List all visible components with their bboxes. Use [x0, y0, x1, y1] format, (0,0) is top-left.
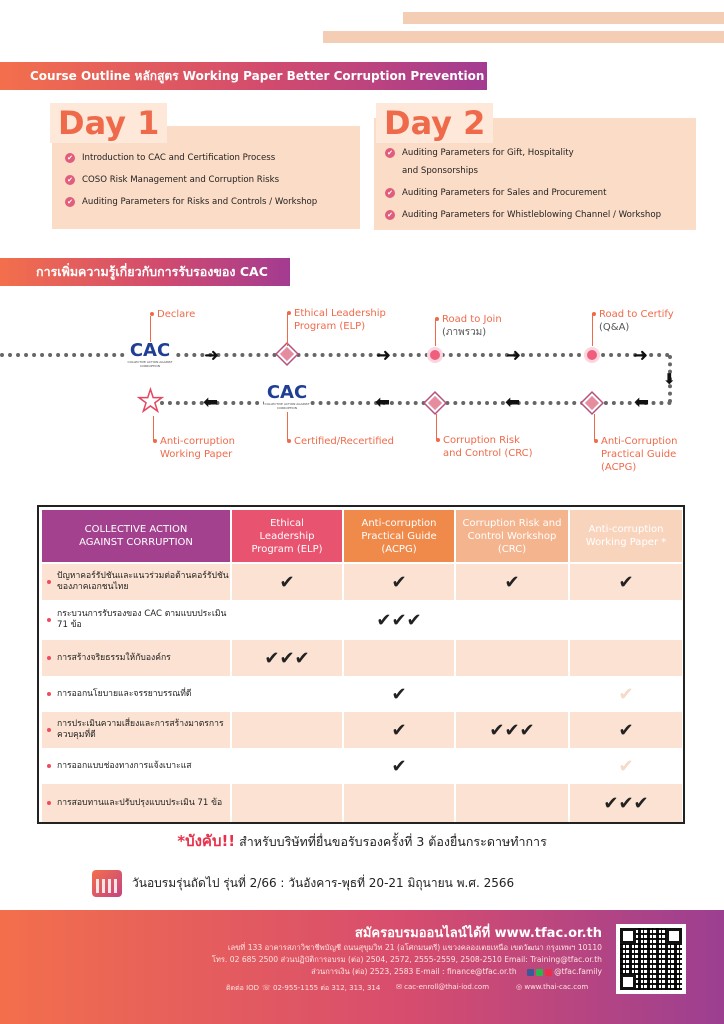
check-circle-icon: ✔: [65, 197, 75, 207]
cac-logo-bottom: CAC COLLECTIVE ACTION AGAINST CORRUPTION: [264, 382, 310, 410]
table-cell: [344, 750, 454, 782]
list-item: ✔ Auditing Parameters for Whistleblowing Channel / Workshop: [385, 209, 690, 221]
day2-title: Day 2: [376, 103, 493, 143]
table-header-main: COLLECTIVE ACTION AGAINST CORRUPTION: [42, 510, 230, 562]
arrow-right-icon: ➜: [204, 345, 220, 366]
road-to-certify-node-icon: [584, 347, 600, 363]
crc-diamond-icon: [425, 393, 445, 413]
table-cell: [456, 640, 568, 676]
footer-finance: ส่วนการเงิน (ต่อ) 2523, 2583 E-mail : finance@tfac.or.th @tfac.family: [311, 967, 602, 976]
acpg-label: Anti-Corruption Practical Guide (ACPG): [594, 435, 677, 474]
table-cell: [456, 750, 568, 782]
table-cell: [456, 784, 568, 822]
top-decor-bar-2: [323, 31, 724, 43]
checkmark-icon: ✔✔✔: [264, 647, 310, 669]
arrow-right-icon: ➜: [376, 345, 392, 366]
course-outline-banner: Course Outline หลักสูตร Working Paper Better Corruption Prevention: [0, 62, 487, 90]
crc-label: Corruption Risk and Control (CRC): [436, 434, 533, 460]
bullet-icon: [47, 764, 51, 768]
bullet-icon: [47, 728, 51, 732]
arrow-left-icon: ⬅: [375, 392, 391, 413]
table-cell: [456, 602, 568, 638]
table-cell: [570, 784, 682, 822]
check-circle-icon: ✔: [65, 175, 75, 185]
iod-phone: ☏ 02-955-1155 ต่อ 312, 313, 314: [262, 984, 381, 992]
list-item: ✔ COSO Risk Management and Corruption Risks: [65, 174, 355, 186]
checkmark-icon: ✔: [391, 683, 407, 705]
iod-web[interactable]: ◎ www.thai-cac.com: [516, 983, 589, 991]
check-circle-icon: ✔: [65, 153, 75, 163]
calendar-icon: [92, 870, 122, 897]
checkmark-icon: ✔: [391, 719, 407, 741]
next-class-info: [92, 870, 514, 897]
table-cell: [344, 602, 454, 638]
day1-title: Day 1: [50, 103, 167, 143]
certify-label: Road to Certify (Q&A): [592, 308, 674, 334]
iod-email[interactable]: ✉ cac-enroll@thai-iod.com: [396, 983, 490, 991]
mandatory-note: [0, 829, 724, 853]
table-header-crc: Corruption Risk and Control Workshop (CRC): [456, 510, 568, 562]
table-cell: [570, 640, 682, 676]
table-cell: [344, 564, 454, 600]
checkmark-icon: ✔: [618, 719, 634, 741]
table-row-label: กระบวนการรับรองของ CAC ตามแบบประเมิน 71 ข้อ: [43, 602, 229, 638]
table-cell: [232, 678, 342, 710]
table-header-elp: Ethical Leadership Program (ELP): [232, 510, 342, 562]
table-cell: [456, 712, 568, 748]
table-cell: [344, 712, 454, 748]
footer: [0, 910, 724, 1024]
bullet-icon: [47, 692, 51, 696]
table-row-label: ปัญหาคอร์รัปชันและแนวร่วมต่อต้านคอร์รัปชันของภาคเอกชนไทย: [43, 564, 229, 600]
checkmark-icon: ✔✔✔: [489, 719, 535, 741]
checkmark-icon: ✔: [618, 683, 634, 705]
footer-address: เลขที่ 133 อาคารสภาวิชาชีพบัญชี ถนนสุขุมวิท 21 (อโศกมนตรี) แขวงคลองเตยเหนือ เขตวัฒนา กรุงเทพฯ 10110: [227, 943, 602, 952]
checkmark-icon: ✔: [391, 755, 407, 777]
cac-logo-top: CAC COLLECTIVE ACTION AGAINST CORRUPTION: [127, 340, 173, 368]
table-row-label: การสร้างจริยธรรมให้กับองค์กร: [43, 640, 229, 676]
arrow-right-icon: ➜: [506, 345, 522, 366]
mandatory-text: สำหรับบริษัทที่ยื่นขอรับรองครั้งที่ 3 ต้องยื่นกระดาษทำการ: [235, 834, 547, 849]
table-body: [39, 507, 683, 822]
qr-code: [616, 924, 686, 994]
table-header-acpg: Anti-corruption Practical Guide (ACPG): [344, 510, 454, 562]
list-item: ✔ Auditing Parameters for Risks and Controls / Workshop: [65, 196, 355, 208]
checkmark-icon: ✔✔✔: [603, 792, 649, 814]
table-cell: [232, 750, 342, 782]
check-circle-icon: ✔: [385, 210, 395, 220]
check-circle-icon: ✔: [385, 188, 395, 198]
road-to-join-node-icon: [427, 347, 443, 363]
footer-register-link[interactable]: สมัครอบรมออนไลน์ได้ที่ www.tfac.or.th: [354, 926, 602, 941]
arrow-down-icon: ⬇: [663, 370, 676, 388]
footer-phone: โทร. 02 685 2500 ส่วนปฏิบัติการอบรม (ต่อ) 2504, 2572, 2555-2559, 2508-2510 Email: Training@tfac.or.th: [211, 955, 602, 964]
table-row-label: การประเมินความเสี่ยงและการสร้างมาตรการควบคุมที่ดี: [43, 712, 229, 748]
table-row-label: การออกแบบช่องทางการแจ้งเบาะแส: [43, 750, 229, 782]
acpg-diamond-icon: [582, 393, 602, 413]
day1-list: [65, 152, 355, 218]
top-decor-bar-1: [403, 12, 724, 24]
arrow-left-icon: ⬅: [203, 392, 219, 413]
table-cell: [232, 602, 342, 638]
checkmark-icon: ✔: [618, 755, 634, 777]
table-row-label: การออกนโยบายและจรรยาบรรณที่ดี: [43, 678, 229, 710]
table-cell: [570, 678, 682, 710]
checkmark-icon: ✔: [618, 571, 634, 593]
checkmark-icon: ✔: [504, 571, 520, 593]
checkmark-icon: ✔: [391, 571, 407, 593]
cac-knowledge-banner: การเพิ่มความรู้เกี่ยวกับการรับรองของ CAC: [0, 258, 290, 286]
table-cell: [570, 712, 682, 748]
list-item: and Sponsorships: [402, 166, 479, 176]
bullet-icon: [47, 580, 51, 584]
table-cell: [570, 750, 682, 782]
bullet-icon: [47, 618, 51, 622]
table-cell: [570, 602, 682, 638]
acwp-label: Anti-corruption Working Paper: [153, 435, 235, 461]
arrow-right-icon: ➜: [633, 345, 649, 366]
roadmap-line-top: [0, 353, 670, 357]
table-cell: [570, 564, 682, 600]
checkmark-icon: ✔✔✔: [376, 609, 422, 631]
arrow-left-icon: ⬅: [505, 392, 521, 413]
checkmark-icon: ✔: [279, 571, 295, 593]
comparison-table: [37, 505, 685, 824]
star-icon: ★: [137, 384, 164, 419]
mandatory-highlight: *บังคับ!!: [177, 832, 236, 850]
table-cell: [232, 640, 342, 676]
list-item: ✔ Introduction to CAC and Certification Process: [65, 152, 355, 164]
day2-list: [385, 147, 690, 231]
arrow-left-icon: ⬅: [634, 392, 650, 413]
iod-label: ติดต่อ IOD: [226, 984, 260, 992]
social-icons: [527, 967, 554, 976]
table-cell: [344, 678, 454, 710]
elp-label: Ethical Leadership Program (ELP): [287, 307, 386, 333]
table-cell: [344, 640, 454, 676]
table-cell: [232, 564, 342, 600]
bullet-icon: [47, 656, 51, 660]
join-label: Road to Join (ภาพรวม): [435, 313, 502, 339]
elp-diamond-icon: [277, 344, 297, 364]
list-item: ✔ Auditing Parameters for Sales and Procurement: [385, 187, 690, 199]
bullet-icon: [47, 801, 51, 805]
table-cell: [344, 784, 454, 822]
social-handle[interactable]: @tfac.family: [554, 967, 602, 976]
table-cell: [456, 678, 568, 710]
certified-label: Certified/Recertified: [287, 435, 394, 448]
table-cell: [456, 564, 568, 600]
check-circle-icon: ✔: [385, 148, 395, 158]
next-class-text: วันอบรมรุ่นถัดไป รุ่นที่ 2/66 : วันอังคาร-พุธที่ 20-21 มิถุนายน พ.ศ. 2566: [132, 876, 515, 890]
table-row-label: การสอบทานและปรับปรุงแบบประเมิน 71 ข้อ: [43, 784, 229, 822]
table-cell: [232, 784, 342, 822]
table-cell: [232, 712, 342, 748]
table-header-acwp: Anti-corruption Working Paper *: [570, 510, 682, 562]
declare-label: Declare: [150, 308, 195, 321]
list-item: ✔ Auditing Parameters for Gift, Hospitality: [385, 147, 690, 159]
